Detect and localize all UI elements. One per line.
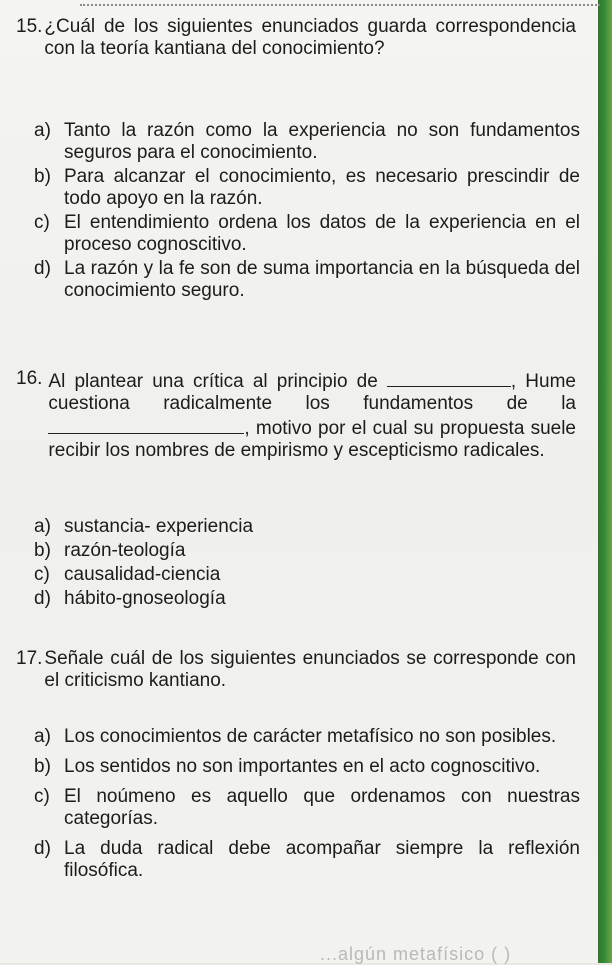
option-text: Los sentidos no son importantes en el acto cognoscitivo. [64,756,541,777]
q15-option-a[interactable] [34,120,580,164]
question-16 [16,368,576,462]
fill-in-blank-2[interactable] [48,415,244,434]
option-letter: a) [34,120,51,141]
option-text: Para alcanzar el conocimiento, es necesario prescindir de todo apoyo en la razón. [64,166,580,209]
option-text: La duda radical debe acompañar siempre la reflexión filosófica. [64,838,580,881]
option-text: sustancia- experiencia [64,516,254,537]
question-16-number: 16. [16,368,43,389]
question-15-stem: ¿Cuál de los siguientes enunciados guarda correspondencia con la teoría kantiana del conocimiento? [44,16,576,59]
question-16-options [34,516,580,612]
question-17-stem: Señale cuál de los siguientes enunciados se corresponde con el criticismo kantiano. [44,648,576,691]
q17-option-c[interactable] [34,786,580,830]
option-letter: d) [34,838,51,859]
option-letter: c) [34,564,50,585]
question-16-stem [48,368,576,462]
option-letter: d) [34,258,51,279]
option-text: causalidad-ciencia [64,564,221,585]
fill-in-blank-1[interactable] [387,368,511,387]
q16-option-c[interactable] [34,564,580,586]
question-17-options [34,726,580,884]
option-text: Tanto la razón como la experiencia no son fundamentos seguros para el conocimiento. [64,120,580,163]
q16-option-d[interactable] [34,588,580,610]
q15-option-c[interactable] [34,212,580,256]
q17-option-d[interactable] [34,838,580,882]
option-letter: a) [34,516,51,537]
option-text: Los conocimientos de carácter metafísico no son posibles. [64,726,557,747]
question-17 [16,648,576,692]
option-letter: b) [34,166,51,187]
option-letter: d) [34,588,51,609]
q16-option-b[interactable] [34,540,580,562]
cut-off-footer-text: ...algún metafísico ( ) [320,944,512,964]
option-text: El noúmeno es aquello que ordenamos con nuestras categorías. [64,786,580,829]
question-16-stem-part2: , Hume cuestiona radicalmente los fundamentos de la [48,371,576,414]
option-letter: b) [34,756,51,777]
q16-option-a[interactable] [34,516,580,538]
q15-option-d[interactable] [34,258,580,302]
question-16-stem-part3: , motivo por el cual su propuesta suele recibir los nombres de empirismo y escepticismo radicales. [48,418,576,461]
question-16-stem-part1: Al plantear una crítica al principio de [48,371,378,392]
question-17-number: 17. [16,648,43,669]
option-text: razón-teología [64,540,186,561]
option-letter: c) [34,212,50,233]
question-15 [16,16,576,60]
q15-option-b[interactable] [34,166,580,210]
option-letter: a) [34,726,51,747]
option-letter: c) [34,786,50,807]
q17-option-a[interactable] [34,726,580,748]
question-15-options [34,120,580,304]
option-text: hábito-gnoseología [64,588,226,609]
option-letter: b) [34,540,51,561]
dotted-divider [80,4,600,6]
question-15-number: 15. [16,16,43,37]
q17-option-b[interactable] [34,756,580,778]
option-text: El entendimiento ordena los datos de la experiencia en el proceso cognoscitivo. [64,212,580,255]
option-text: La razón y la fe son de suma importancia en la búsqueda del conocimiento seguro. [64,258,580,301]
green-edge-strip [598,0,612,963]
